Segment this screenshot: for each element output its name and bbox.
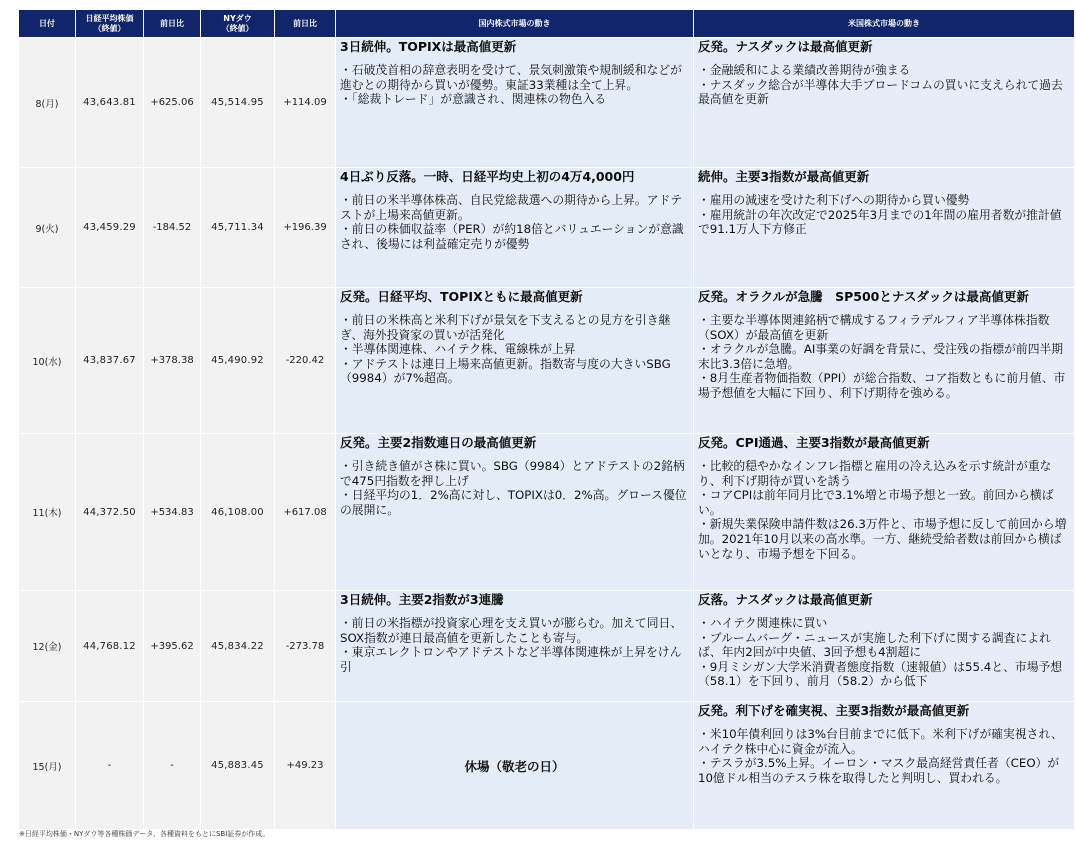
us-market-cell (694, 38, 1075, 168)
header-dow (201, 10, 275, 38)
table-row (19, 288, 1075, 434)
japan-bullet: ・アドテストは連日上場来高値更新。指数寄与度の大きいSBG（9984）が7%超高。 (340, 356, 671, 386)
japan-title: 4日ぶり反落。一時、日経平均史上初の4万4,000円 (340, 169, 635, 184)
header-japan: 国内株式市場の動き (336, 10, 694, 38)
nikkei-close: 43,459.29 (76, 168, 144, 288)
dow-change: -220.42 (275, 288, 336, 434)
header-dow-change: 前日比 (275, 10, 336, 38)
market-summary-table-wrap (18, 9, 1074, 830)
header-nikkei (76, 10, 144, 38)
japan-market-cell (336, 168, 694, 288)
us-market-cell (694, 288, 1075, 434)
us-bullet: ・ナスダック総合が半導体大手ブロードコムの買いに支えられて過去最高値を更新 (698, 77, 1063, 107)
nikkei-close: 43,643.81 (76, 38, 144, 168)
table-row (19, 434, 1075, 591)
dow-change: +617.08 (275, 434, 336, 591)
us-title: 続伸。主要3指数が最高値更新 (698, 169, 870, 184)
japan-bullet: ・前日の米指標が投資家心理を支え買いが膨らむ。加えて同日、SOX指数が連日最高値を更新したことも寄与。 (340, 616, 683, 645)
table-row (19, 591, 1075, 702)
header-nikkei-change: 前日比 (144, 10, 201, 38)
japan-bullet: ・石破茂首相の辞意表明を受けて、景気刺激策や規制緩和などが進むとの期待から買いが優勢。東証33業種は全て上昇。 (340, 63, 682, 92)
date-cell: 10(水) (19, 288, 76, 434)
header-dow-line1: NYダウ (223, 14, 252, 24)
table-row (19, 168, 1075, 288)
nikkei-close: 44,372.50 (76, 434, 144, 591)
table-row (19, 38, 1075, 168)
us-bullet: ・コアCPIは前年同月比で3.1%増と市場予想と一致。前回から横ばい。 (698, 488, 1054, 517)
japan-bullet: ・前日の株価収益率（PER）が約18倍とバリュエーションが意識され、後場には利益確定売りが優勢 (340, 222, 684, 251)
dow-close: 45,514.95 (201, 38, 275, 168)
nikkei-change: +395.62 (144, 591, 201, 702)
table-row (19, 702, 1075, 830)
nikkei-change: - (144, 702, 201, 830)
dow-close: 45,490.92 (201, 288, 275, 434)
market-summary-table (18, 9, 1075, 830)
us-bullet: ・金融緩和による業績改善期待が強まる (698, 63, 911, 77)
us-bullet: ・雇用統計の年次改定で2025年3月までの1年間の雇用者数が推計値で91.1万人下方修正 (698, 207, 1062, 237)
japan-title: 3日続伸。主要2指数が3連騰 (340, 592, 504, 607)
date-cell: 11(木) (19, 434, 76, 591)
nikkei-close: - (76, 702, 144, 830)
us-bullet: ・比較的穏やかなインフレ指標と雇用の冷え込みを示す統計が重なり、利下げ期待が買いを誘う (698, 459, 1052, 488)
date-cell: 8(月) (19, 38, 76, 168)
japan-market-cell (336, 591, 694, 702)
japan-market-cell (336, 288, 694, 434)
japan-bullet: ・「総裁トレード」が意識され、関連株の物色入る (340, 92, 607, 107)
header-us: 米国株式市場の動き (694, 10, 1075, 38)
header-nikkei-line2: （終値） (93, 23, 126, 33)
header-dow-line2: （終値） (221, 23, 254, 33)
nikkei-change: +534.83 (144, 434, 201, 591)
dow-change: +49.23 (275, 702, 336, 830)
us-bullet: ・雇用の減速を受けた利下げへの期待から買い優勢 (698, 193, 970, 207)
us-bullet: ・8月生産者物価指数（PPI）が総合指数、コア指数ともに前月値、市場予想値を大幅に下回り、利下げ期待を強める。 (698, 371, 1066, 400)
dow-close: 46,108.00 (201, 434, 275, 591)
japan-bullet: ・引き続き値がさ株に買い。SBG（9984）とアドテストの2銘柄で475円指数を押し上げ (340, 459, 685, 488)
dow-change: -273.78 (275, 591, 336, 702)
us-title: 反発。利下げを確実視、主要3指数が最高値更新 (698, 703, 970, 718)
us-title: 反落。ナスダックは最高値更新 (698, 592, 873, 607)
japan-bullet: ・日経平均の1．2%高に対し、TOPIXは0．2%高。グロース優位の展開に。 (340, 488, 687, 517)
japan-bullet: ・前日の米半導体株高、自民党総裁選への期待から上昇。アドテストが上場来高値更新。 (340, 193, 683, 222)
dow-close: 45,883.45 (201, 702, 275, 830)
us-bullet: ・主要な半導体関連銘柄で構成するフィラデルフィア半導体株指数（SOX）が最高値を更新 (698, 313, 1050, 342)
dow-close: 45,711.34 (201, 168, 275, 288)
us-bullet: ・9月ミシガン大学米消費者態度指数（速報値）は55.4と、市場予想（58.1）を下回り、前月（58.2）から低下 (698, 659, 1063, 689)
us-market-cell (694, 168, 1075, 288)
japan-holiday-cell: 休場（敬老の日） (336, 702, 694, 830)
japan-title: 反発。日経平均、TOPIXともに最高値更新 (340, 289, 583, 304)
japan-title: 3日続伸。TOPIXは最高値更新 (340, 39, 517, 54)
japan-market-cell (336, 38, 694, 168)
us-market-cell (694, 591, 1075, 702)
nikkei-change: +378.38 (144, 288, 201, 434)
us-bullet: ・新規失業保険申請件数は26.3万件と、市場予想に反して前回から増加。2021年10月以来の高水準。一方、継続受給者数は前回から横ばいとなり、市場予想を下回る。 (698, 517, 1067, 561)
us-bullet: ・オラクルが急騰。AI事業の好調を背景に、受注残の指標が前四半期末比3.3倍に急増。 (698, 342, 1064, 371)
nikkei-change: -184.52 (144, 168, 201, 288)
dow-change: +196.39 (275, 168, 336, 288)
us-bullet: ・テスラが3.5%上昇。イーロン・マスク最高経営責任者（CEO）が10億ドル相当のテスラ株を取得したと判明し、買われる。 (698, 756, 1060, 785)
us-bullet: ・ブルームバーグ・ニュースが実施した利下げに関する調査によれば、年内2回が中央値、3回予想も4割超に (698, 630, 1051, 660)
nikkei-close: 44,768.12 (76, 591, 144, 702)
nikkei-close: 43,837.67 (76, 288, 144, 434)
japan-bullet: ・東京エレクトロンやアドテストなど半導体関連株が上昇をけん引 (340, 645, 682, 674)
japan-bullet: ・半導体関連株、ハイテク株、電線株が上昇 (340, 342, 576, 357)
header-nikkei-line1: 日経平均株価 (85, 14, 134, 24)
date-cell: 15(月) (19, 702, 76, 830)
japan-title: 反発。主要2指数連日の最高値更新 (340, 435, 537, 450)
us-title: 反発。ナスダックは最高値更新 (698, 39, 873, 54)
dow-close: 45,834.22 (201, 591, 275, 702)
us-bullet: ・ハイテク関連株に買い (698, 616, 828, 630)
date-cell: 9(火) (19, 168, 76, 288)
us-market-cell (694, 434, 1075, 591)
header-row (19, 10, 1075, 38)
us-market-cell (694, 702, 1075, 830)
date-cell: 12(金) (19, 591, 76, 702)
dow-change: +114.09 (275, 38, 336, 168)
us-title: 反発。CPI通過、主要3指数が最高値更新 (698, 435, 930, 450)
us-title: 反発。オラクルが急騰 SP500とナスダックは最高値更新 (698, 289, 1029, 304)
footnote: ※日経平均株価・NYダウ等各種株価データ、各種資料をもとにSBI証券が作成。 (19, 830, 270, 838)
header-date: 日付 (19, 10, 76, 38)
japan-bullet: ・前日の米株高と米利下げが景気を下支えるとの見方を引き継ぎ、海外投資家の買いが活発化 (340, 313, 671, 342)
nikkei-change: +625.06 (144, 38, 201, 168)
japan-market-cell (336, 434, 694, 591)
us-bullet: ・米10年債利回りは3%台目前までに低下。米利下げが確実視され、ハイテク株中心に資金が流入。 (698, 727, 1063, 756)
